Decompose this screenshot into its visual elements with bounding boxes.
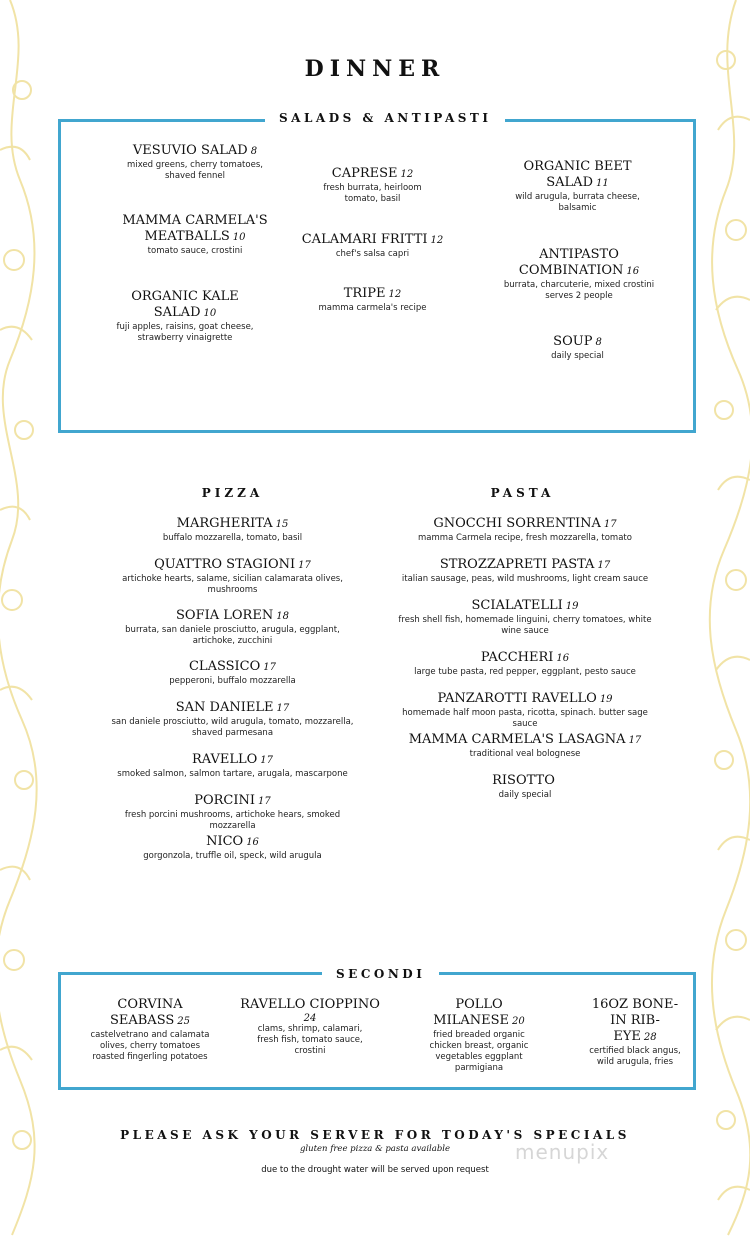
- item-name: PORCINI: [194, 793, 256, 808]
- item-name: ORGANIC KALE SALAD: [131, 289, 239, 320]
- item-price: 17: [597, 560, 611, 571]
- item-price: 17: [263, 662, 277, 673]
- item-name: SCIALATELLI: [471, 598, 563, 613]
- item-name: CORVINA SEABASS: [109, 997, 183, 1028]
- item-name: PANZAROTTI RAVELLO: [437, 691, 597, 706]
- item-desc: italian sausage, peas, wild mushrooms, light cream sauce: [401, 574, 649, 584]
- item-desc: mamma Carmela recipe, fresh mozzarella, tomato: [418, 533, 632, 543]
- item-name: MAMMA CARMELA'S MEATBALLS: [122, 213, 268, 244]
- item-price: 12: [400, 169, 414, 180]
- menu-item: [395, 773, 655, 801]
- item-name: RAVELLO: [191, 752, 258, 767]
- item-price: 17: [258, 796, 271, 807]
- item-name: SOUP: [553, 334, 593, 349]
- item-desc: wild arugula, burrata cheese, balsamic: [515, 192, 640, 213]
- item-name: STROZZAPRETI PASTA: [439, 557, 595, 572]
- menu-item: [105, 659, 360, 687]
- item-price: 10: [203, 308, 217, 319]
- item-price: 25: [177, 1016, 191, 1027]
- menu-item: [105, 752, 360, 780]
- menu-item: [110, 213, 280, 257]
- item-desc: fried breaded organic chicken breast, organic vegetables eggplant parmigiana: [429, 1030, 529, 1073]
- item-desc: castelvetrano and calamata olives, cherry tomatoes roasted fingerling potatoes: [90, 1030, 210, 1062]
- item-desc: traditional veal bolognese: [469, 749, 581, 759]
- item-desc: certified black angus, wild arugula, fries: [589, 1046, 681, 1067]
- item-desc: mixed greens, cherry tomatoes, shaved fennel: [127, 160, 263, 181]
- menu-item: [105, 557, 360, 596]
- item-desc: buffalo mozzarella, tomato, basil: [162, 533, 303, 543]
- item-name: ORGANIC BEET SALAD: [523, 159, 632, 190]
- secondi-label: SECONDI: [322, 967, 439, 981]
- item-price: 17: [628, 735, 642, 746]
- item-price: 19: [565, 601, 579, 612]
- item-desc: clams, shrimp, calamari, fresh fish, tomato sauce, crostini: [257, 1024, 363, 1056]
- item-name: QUATTRO STAGIONI: [154, 557, 296, 572]
- item-price: 17: [298, 560, 311, 571]
- menu-item: [290, 232, 455, 260]
- item-desc: gorgonzola, truffle oil, speck, wild arugula: [143, 851, 322, 861]
- item-name: MAMMA CARMELA'S LASAGNA: [408, 732, 626, 747]
- menu-item: [395, 557, 655, 585]
- water-note: due to the drought water will be served upon request: [261, 1165, 489, 1175]
- menu-item: [395, 650, 655, 678]
- floral-border-left: [0, 0, 40, 1235]
- menu-item: [395, 691, 655, 730]
- item-name: ANTIPASTO COMBINATION: [518, 247, 624, 278]
- item-name: RAVELLO CIOPPINO: [240, 997, 380, 1012]
- item-desc: san daniele prosciutto, wild arugula, tomato, mozzarella, shaved parmesana: [111, 717, 354, 738]
- menu-item: [395, 516, 655, 544]
- item-price: 15: [275, 519, 289, 530]
- menu-title: DINNER: [304, 56, 446, 82]
- menu-item: [105, 834, 360, 862]
- item-price: 8: [250, 146, 258, 157]
- item-price: 16: [246, 837, 259, 848]
- menu-item: [590, 997, 680, 1068]
- item-name: POLLO MILANESE: [433, 997, 509, 1028]
- item-price: 8: [595, 337, 602, 348]
- item-desc: mamma carmela's recipe: [318, 303, 427, 313]
- item-name: RISOTTO: [492, 773, 555, 788]
- menu-item: [105, 516, 360, 544]
- watermark: menupix: [515, 1140, 610, 1164]
- item-name: 16OZ BONE-IN RIB-EYE: [591, 997, 679, 1044]
- item-price: 12: [388, 289, 402, 300]
- item-desc: fresh burrata, heirloom tomato, basil: [323, 183, 422, 204]
- menu-item: [395, 732, 655, 760]
- item-name: MARGHERITA: [176, 516, 273, 531]
- item-name: PACCHERI: [480, 650, 554, 665]
- menu-item: [116, 289, 254, 344]
- menu-item: [240, 997, 380, 1057]
- item-name: CALAMARI FRITTI: [301, 232, 428, 247]
- menu-item: [425, 997, 533, 1073]
- menu-item: [500, 247, 658, 302]
- menu-item: [515, 159, 640, 214]
- menu-item: [105, 608, 360, 647]
- menu-item: [105, 700, 360, 739]
- item-price: 16: [556, 653, 570, 664]
- item-desc: fresh porcini mushrooms, artichoke hears, smoked mozzarella: [124, 810, 341, 831]
- item-desc: pepperoni, buffalo mozzarella: [169, 676, 296, 686]
- item-name: VESUVIO SALAD: [132, 143, 248, 158]
- item-name: CAPRESE: [331, 166, 398, 181]
- menu-item: [90, 997, 210, 1063]
- item-desc: daily special: [498, 790, 552, 800]
- item-desc: smoked salmon, salmon tartare, arugala, mascarpone: [117, 769, 348, 779]
- item-price: 17: [276, 703, 290, 714]
- item-desc: chef's salsa capri: [335, 249, 410, 259]
- item-price: 18: [276, 611, 289, 622]
- item-desc: artichoke hearts, salame, sicilian calamarata olives, mushrooms: [122, 574, 343, 595]
- item-price: 20: [512, 1016, 525, 1027]
- item-name: NICO: [206, 834, 244, 849]
- item-name: TRIPE: [343, 286, 386, 301]
- item-price: 11: [596, 178, 609, 189]
- menu-item: [520, 334, 635, 362]
- salads-label: SALADS & ANTIPASTI: [265, 111, 505, 125]
- item-price: 12: [430, 235, 444, 246]
- item-price: 28: [643, 1032, 657, 1043]
- item-price: 24: [303, 1013, 317, 1024]
- specials-note: PLEASE ASK YOUR SERVER FOR TODAY'S SPECIALS: [120, 1128, 630, 1142]
- item-name: GNOCCHI SORRENTINA: [433, 516, 601, 531]
- item-desc: tomato sauce, crostini: [147, 246, 243, 256]
- floral-border-right: [706, 0, 750, 1235]
- item-price: 16: [626, 266, 640, 277]
- menu-item: [110, 143, 280, 182]
- item-desc: homemade half moon pasta, ricotta, spinach. butter sage sauce: [402, 708, 648, 729]
- menu-item: [300, 286, 445, 314]
- menu-item: [105, 793, 360, 832]
- item-price: 19: [599, 694, 613, 705]
- item-name: CLASSICO: [188, 659, 261, 674]
- item-name: SAN DANIELE: [175, 700, 274, 715]
- item-desc: daily special: [551, 351, 604, 361]
- item-desc: burrata, san daniele prosciutto, arugula, eggplant, artichoke, zucchini: [125, 625, 340, 646]
- item-desc: burrata, charcuterie, mixed crostini serves 2 people: [503, 280, 655, 301]
- item-desc: fuji apples, raisins, goat cheese, strawberry vinaigrette: [116, 322, 254, 343]
- item-name: SOFIA LOREN: [176, 608, 274, 623]
- item-desc: large tube pasta, red pepper, eggplant, pesto sauce: [414, 667, 636, 677]
- menu-item: [300, 166, 445, 205]
- item-price: 17: [603, 519, 617, 530]
- item-price: 17: [260, 755, 274, 766]
- pizza-heading: PIZZA: [201, 486, 264, 500]
- pasta-heading: PASTA: [490, 486, 555, 500]
- item-desc: fresh shell fish, homemade linguini, cherry tomatoes, white wine sauce: [398, 615, 652, 636]
- item-price: 10: [232, 232, 246, 243]
- menu-item: [395, 598, 655, 637]
- gluten-free-note: gluten free pizza & pasta available: [299, 1144, 451, 1154]
